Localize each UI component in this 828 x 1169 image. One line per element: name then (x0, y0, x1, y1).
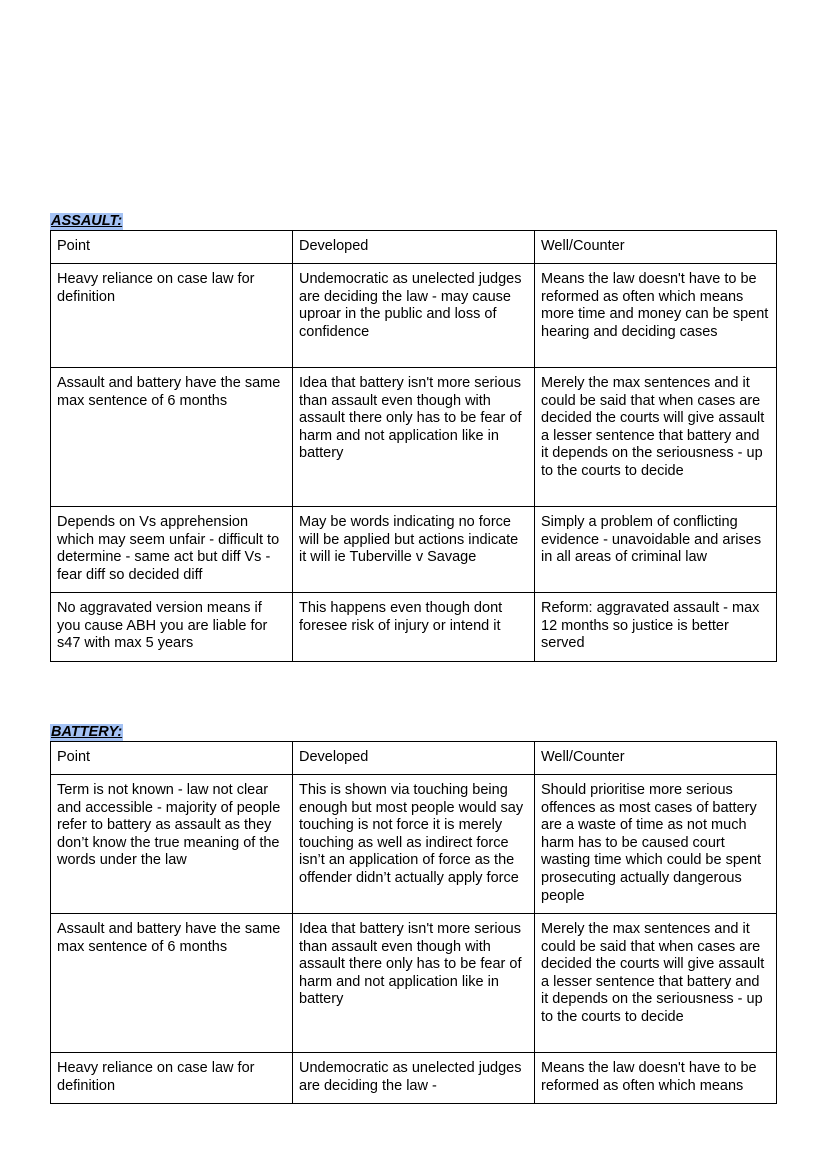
cell-developed: This is shown via touching being enough but most people would say touching is not force it is merely touching as well as indirect force isn’t an application of force as the offender didn’t actually apply force (293, 775, 535, 914)
cell-developed: May be words indicating no force will be applied but actions indicate it will ie Tuberville v Savage (293, 507, 535, 593)
cell-point: Depends on Vs apprehension which may seem unfair - difficult to determine - same act but diff Vs - fear diff so decided diff (51, 507, 293, 593)
assault-table (50, 230, 777, 662)
assault-section (50, 212, 777, 662)
cell-well-counter: Means the law doesn't have to be reformed as often which means more time and money can be spent hearing and deciding cases (535, 264, 777, 368)
battery-table (50, 741, 777, 1104)
cell-developed: Idea that battery isn't more serious than assault even though with assault there only has to be fear of harm and not application like in battery (293, 368, 535, 507)
cell-well-counter: Simply a problem of conflicting evidence - unavoidable and arises in all areas of criminal law (535, 507, 777, 593)
battery-heading: BATTERY: (51, 724, 123, 740)
cell-developed: This happens even though dont foresee risk of injury or intend it (293, 593, 535, 662)
cell-point: Term is not known - law not clear and accessible - majority of people refer to battery as assault as they don’t know the true meaning of the words under the law (51, 775, 293, 914)
header-developed: Developed (293, 742, 535, 775)
cell-point: Assault and battery have the same max sentence of 6 months (51, 914, 293, 1053)
cell-point: Heavy reliance on case law for definition (51, 264, 293, 368)
table-row (51, 1053, 777, 1104)
cell-developed: Undemocratic as unelected judges are deciding the law - (293, 1053, 535, 1104)
header-point: Point (51, 742, 293, 775)
cell-well-counter: Merely the max sentences and it could be said that when cases are decided the courts will give assault a lesser sentence that battery and it depends on the seriousness - up to the courts to decide (535, 368, 777, 507)
cell-well-counter: Means the law doesn't have to be reformed as often which means (535, 1053, 777, 1104)
cell-point: Heavy reliance on case law for definition (51, 1053, 293, 1104)
header-well-counter: Well/Counter (535, 231, 777, 264)
assault-heading: ASSAULT: (51, 213, 123, 229)
cell-point: No aggravated version means if you cause ABH you are liable for s47 with max 5 years (51, 593, 293, 662)
table-header-row (51, 231, 777, 264)
header-developed: Developed (293, 231, 535, 264)
cell-well-counter: Should prioritise more serious offences as most cases of battery are a waste of time as not much harm has to be caused court wasting time which could be spent prosecuting actually dangerous people (535, 775, 777, 914)
table-row (51, 775, 777, 914)
battery-section (50, 723, 777, 1104)
cell-well-counter: Reform: aggravated assault - max 12 months so justice is better served (535, 593, 777, 662)
table-row (51, 368, 777, 507)
table-row (51, 593, 777, 662)
table-row (51, 914, 777, 1053)
table-row (51, 507, 777, 593)
cell-point: Assault and battery have the same max sentence of 6 months (51, 368, 293, 507)
header-point: Point (51, 231, 293, 264)
table-row (51, 264, 777, 368)
cell-developed: Idea that battery isn't more serious than assault even though with assault there only has to be fear of harm and not application like in battery (293, 914, 535, 1053)
table-header-row (51, 742, 777, 775)
header-well-counter: Well/Counter (535, 742, 777, 775)
cell-well-counter: Merely the max sentences and it could be said that when cases are decided the courts will give assault a lesser sentence that battery and it depends on the seriousness - up to the courts to decide (535, 914, 777, 1053)
cell-developed: Undemocratic as unelected judges are deciding the law - may cause uproar in the public and loss of confidence (293, 264, 535, 368)
